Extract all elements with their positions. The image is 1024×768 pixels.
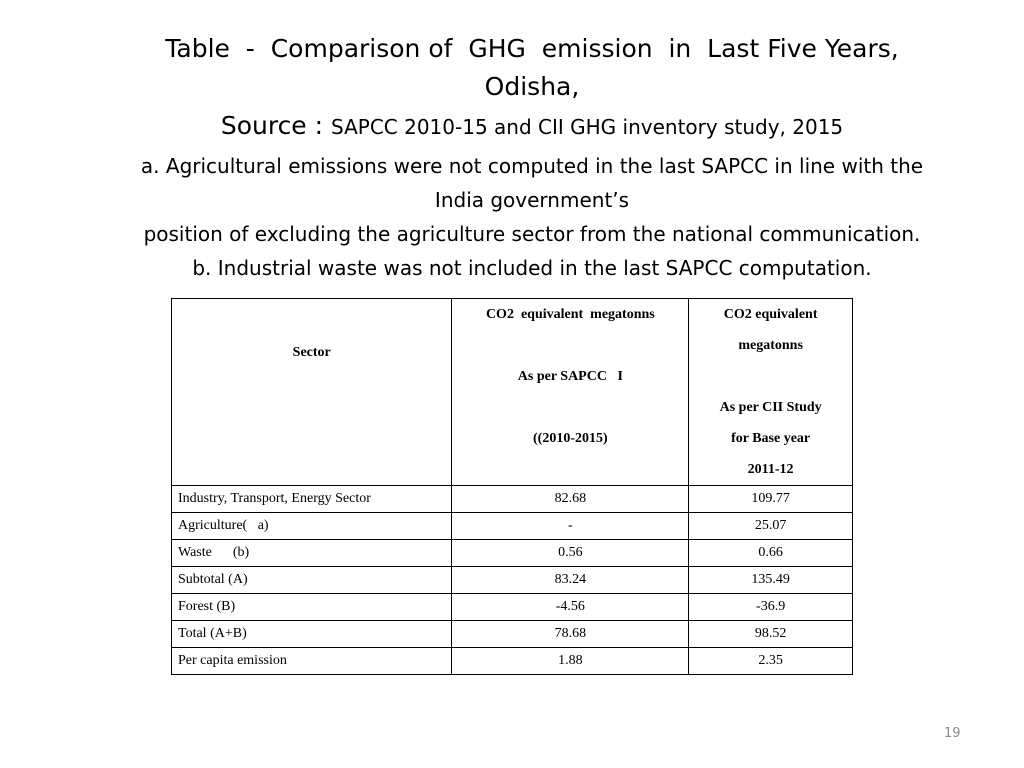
page-number: 19 <box>944 726 961 741</box>
table-row <box>172 540 853 567</box>
emission-table-container <box>171 298 853 675</box>
header-sapcc <box>452 299 689 486</box>
header-sapcc-line-1: CO2 equivalent megatonns <box>485 307 655 322</box>
row-sapcc-value: -4.56 <box>452 594 689 621</box>
table-row <box>172 486 853 513</box>
row-sector: Waste (b) <box>172 540 452 567</box>
header-sector <box>172 299 452 486</box>
header-cii <box>689 299 853 486</box>
row-sapcc-value: 82.68 <box>452 486 689 513</box>
table-row <box>172 594 853 621</box>
note-a-line-3: position of excluding the agriculture sector from the national communication. <box>143 222 921 246</box>
table-row <box>172 513 853 540</box>
row-cii-value: 2.35 <box>689 648 853 675</box>
table-row <box>172 621 853 648</box>
row-cii-value: 135.49 <box>689 567 853 594</box>
row-sapcc-value: - <box>452 513 689 540</box>
note-a-line-2: India government’s <box>434 188 630 212</box>
slide-title-line-1: Table - Comparison of GHG emission in Last Five Years, <box>165 34 899 63</box>
table-header-row <box>172 299 853 486</box>
row-cii-value: -36.9 <box>689 594 853 621</box>
header-sapcc-line-2: As per SAPCC I <box>517 369 623 384</box>
row-sector: Subtotal (A) <box>172 567 452 594</box>
emission-comparison-table <box>171 298 853 675</box>
row-sector: Per capita emission <box>172 648 452 675</box>
header-sapcc-line-3: ((2010-2015) <box>533 431 608 446</box>
slide-title-block <box>60 30 1004 285</box>
row-sector: Forest (B) <box>172 594 452 621</box>
row-sector: Agriculture( a) <box>172 513 452 540</box>
header-cii-line-4: for Base year <box>731 431 811 446</box>
row-sapcc-value: 1.88 <box>452 648 689 675</box>
row-cii-value: 0.66 <box>689 540 853 567</box>
source-line <box>60 106 1004 149</box>
row-sapcc-value: 0.56 <box>452 540 689 567</box>
source-text: SAPCC 2010-15 and CII GHG inventory study, 2015 <box>331 115 844 139</box>
row-sapcc-value: 78.68 <box>452 621 689 648</box>
row-sapcc-value: 83.24 <box>452 567 689 594</box>
header-cii-line-2: megatonns <box>738 338 803 353</box>
header-cii-line-5: 2011-12 <box>747 462 794 477</box>
table-row <box>172 648 853 675</box>
slide-title-line-2: Odisha, <box>484 72 580 101</box>
header-cii-line-1: CO2 equivalent <box>723 307 818 322</box>
row-sector: Total (A+B) <box>172 621 452 648</box>
header-cii-line-3: As per CII Study <box>719 400 822 415</box>
table-row <box>172 567 853 594</box>
row-cii-value: 98.52 <box>689 621 853 648</box>
header-sector-label: Sector <box>292 345 331 360</box>
row-cii-value: 25.07 <box>689 513 853 540</box>
row-cii-value: 109.77 <box>689 486 853 513</box>
note-a-line-1: a. Agricultural emissions were not computed in the last SAPCC in line with the <box>140 154 924 178</box>
note-b: b. Industrial waste was not included in the last SAPCC computation. <box>192 256 872 280</box>
source-label: Source : <box>220 111 332 140</box>
row-sector: Industry, Transport, Energy Sector <box>172 486 452 513</box>
